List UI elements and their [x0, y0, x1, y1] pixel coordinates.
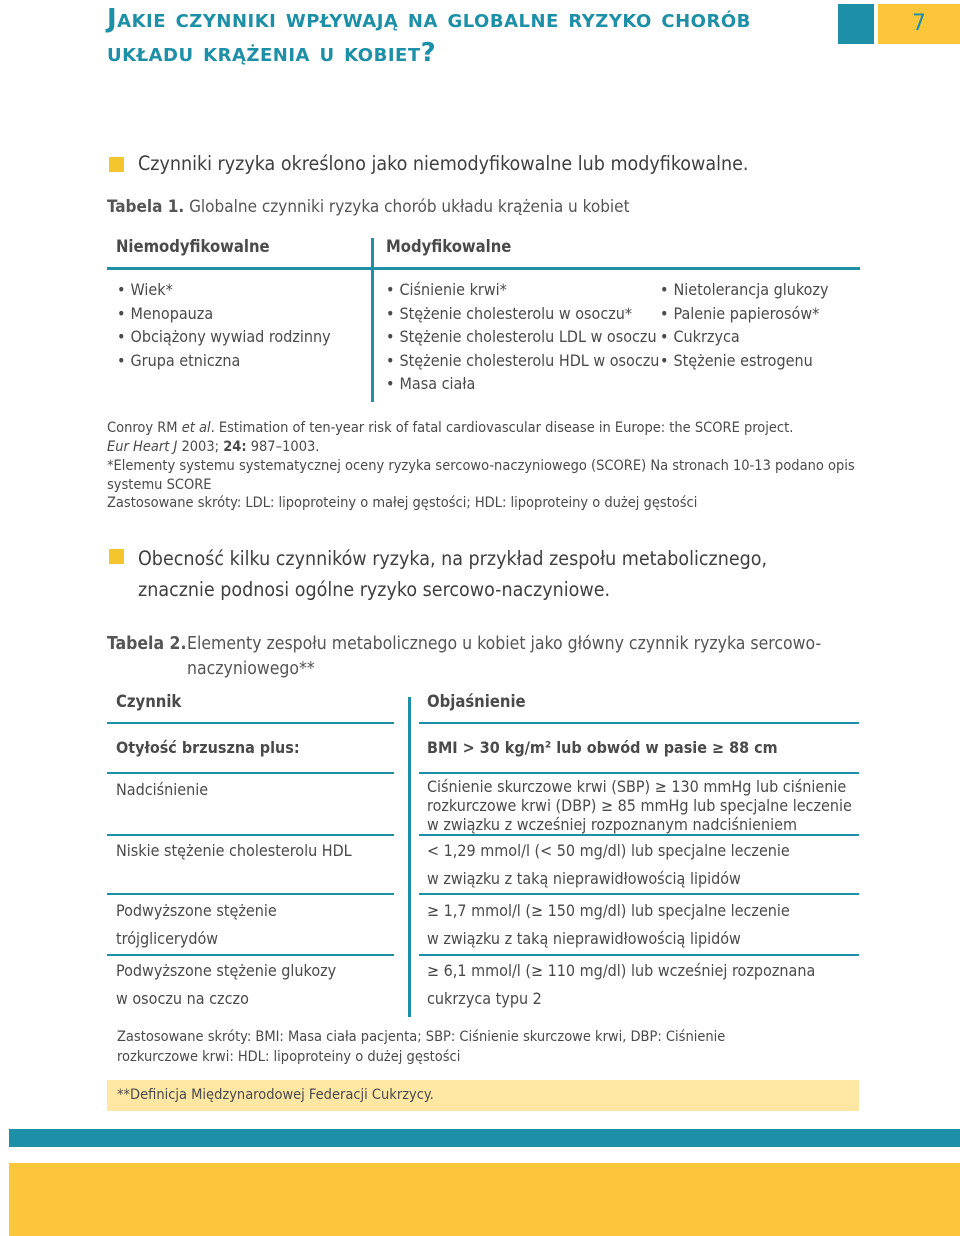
- table2-header-factor: Czynnik: [116, 692, 182, 711]
- table2-row4-factor-line: trójglicerydów: [116, 929, 219, 948]
- table2-caption-line-1: Elementy zespołu metabolicznego u kobiet jako główny czynnik ryzyka sercowo-: [187, 634, 822, 654]
- table2-row5-factor-line: Podwyższone stężenie glukozy: [116, 961, 337, 980]
- table2-rule: [107, 893, 394, 895]
- footnote-box: [107, 1080, 859, 1111]
- list-item: • Stężenie cholesterolu w osoczu*: [386, 302, 659, 326]
- table2-row5-explanation-line: ≥ 6,1 mmol/l (≥ 110 mg/dl) lub wcześniej rozpoznana: [427, 961, 816, 980]
- section2-lead: [138, 543, 767, 605]
- table2-rule: [419, 772, 859, 774]
- bullet-square-icon: [109, 549, 124, 564]
- table2-rule: [107, 954, 394, 956]
- table1-caption-text: Globalne czynniki ryzyka chorób układu krążenia u kobiet: [189, 197, 630, 217]
- list-item: • Stężenie estrogenu: [660, 349, 829, 373]
- table2-row5-explanation-line: cukrzyca typu 2: [427, 989, 542, 1008]
- table2-rule: [419, 893, 859, 895]
- list-item: • Stężenie cholesterolu HDL w osoczu: [386, 349, 659, 373]
- table1-nonmodifiable-list: [117, 278, 331, 372]
- table2-rule: [419, 834, 859, 836]
- list-item: • Masa ciała: [386, 372, 659, 396]
- page-title: [107, 2, 827, 70]
- table2-row2-explanation-line: w związku z wcześniej rozpoznanym nadciśnieniem: [427, 815, 797, 834]
- table2-row2-explanation: [427, 777, 852, 834]
- table2-caption-text: [187, 632, 821, 682]
- list-item: • Grupa etniczna: [117, 349, 331, 373]
- table2-rule: [107, 772, 394, 774]
- table2-caption-label: Tabela 2.: [107, 634, 187, 654]
- table2-rule: [107, 722, 394, 724]
- footer-teal-bar: [9, 1129, 960, 1147]
- table2-row4-explanation-line: ≥ 1,7 mmol/l (≥ 150 mg/dl) lub specjalne leczenie: [427, 901, 790, 920]
- table1-header-modifiable: Modyfikowalne: [386, 237, 512, 256]
- table2-row2-explanation-line: rozkurczowe krwi (DBP) ≥ 85 mmHg lub specjalne leczenie: [427, 796, 852, 815]
- reference-year: 2003;: [177, 439, 224, 455]
- footnote-text: **Definicja Międzynarodowej Federacji Cukrzycy.: [117, 1087, 434, 1103]
- table1-header-rule: [107, 267, 860, 270]
- reference-etal: et al: [181, 420, 211, 436]
- table2-rule: [419, 722, 859, 724]
- page-number: 7: [878, 4, 960, 44]
- table2-column-divider: [408, 697, 411, 1017]
- table2-header-explanation: Objaśnienie: [427, 692, 526, 711]
- table2-row3-explanation-line: w związku z taką nieprawidłowością lipidów: [427, 869, 741, 888]
- table2-row4-factor: [116, 897, 277, 953]
- table2-row3-factor: Niskie stężenie cholesterolu HDL: [116, 841, 352, 860]
- table2-caption-line-2: naczyniowego**: [187, 659, 315, 679]
- section1-lead: Czynniki ryzyka określono jako niemodyfikowalne lub modyfikowalne.: [138, 152, 749, 175]
- table1-column-divider: [371, 238, 374, 402]
- list-item: • Palenie papierosów*: [660, 302, 829, 326]
- table1-modifiable-list-a: [386, 278, 659, 396]
- list-item: • Menopauza: [117, 302, 331, 326]
- table2-row5-factor: [116, 957, 336, 1013]
- table1-header-nonmodifiable: Niemodyfikowalne: [116, 237, 270, 256]
- table2-row4-factor-line: Podwyższone stężenie: [116, 901, 277, 920]
- table2-row5-factor-line: w osoczu na czczo: [116, 989, 249, 1008]
- reference-journal: Eur Heart J: [107, 439, 178, 455]
- table1-abbreviations: Zastosowane skróty: LDL: lipoproteiny o małej gęstości; HDL: lipoproteiny o dużej gęstości: [107, 495, 698, 511]
- table1-modifiable-list-b: [660, 278, 829, 372]
- page-title-line-2: układu krążenia u kobiet?: [107, 38, 437, 68]
- table2-row2-factor: Nadciśnienie: [116, 780, 209, 799]
- table2-caption: [107, 632, 187, 657]
- page-title-line-1: Jakie czynniki wpływają na globalne ryzyko chorób: [107, 4, 751, 34]
- table2-row4-explanation: [427, 897, 790, 953]
- table1-reference: [107, 419, 867, 457]
- reference-volume: 24:: [223, 439, 247, 455]
- list-item: • Obciążony wywiad rodzinny: [117, 325, 331, 349]
- table2-abbreviations-line: rozkurczowe krwi: HDL: lipoproteiny o dużej gęstości: [117, 1049, 461, 1065]
- list-item: • Ciśnienie krwi*: [386, 278, 659, 302]
- bullet-square-icon: [109, 157, 124, 172]
- table1-score-note: *Elementy systemu systematycznej oceny ryzyka sercowo-naczyniowego (SCORE) Na stronach 10-13 podano opis systemu SCORE: [107, 458, 855, 493]
- table2-rule: [419, 954, 859, 956]
- table2-row5-explanation: [427, 957, 815, 1013]
- table2-row1-factor: Otyłość brzuszna plus:: [116, 738, 300, 757]
- reference-pages: 987–1003.: [246, 439, 320, 455]
- table2-rule: [107, 834, 394, 836]
- header-teal-block: [838, 4, 874, 44]
- table2-row1-explanation: BMI > 30 kg/m² lub obwód w pasie ≥ 88 cm: [427, 738, 778, 757]
- table1-caption-label: Tabela 1.: [107, 197, 185, 217]
- table2-row4-explanation-line: w związku z taką nieprawidłowością lipidów: [427, 929, 741, 948]
- reference-authors: Conroy RM: [107, 420, 182, 436]
- footer-yellow-bar: [9, 1163, 960, 1236]
- table1-caption: [107, 197, 630, 217]
- table2-abbreviations-line: Zastosowane skróty: BMI: Masa ciała pacjenta; SBP: Ciśnienie skurczowe krwi, DBP: Ciśnienie: [117, 1029, 726, 1045]
- list-item: • Nietolerancja glukozy: [660, 278, 829, 302]
- table2-abbreviations: [117, 1027, 725, 1067]
- table2-row3-explanation: [427, 837, 790, 893]
- table2-row3-explanation-line: < 1,29 mmol/l (< 50 mg/dl) lub specjalne leczenie: [427, 841, 790, 860]
- table2-row2-explanation-line: Ciśnienie skurczowe krwi (SBP) ≥ 130 mmHg lub ciśnienie: [427, 777, 847, 796]
- list-item: • Stężenie cholesterolu LDL w osoczu: [386, 325, 659, 349]
- list-item: • Wiek*: [117, 278, 331, 302]
- section2-lead-line-2: znacznie podnosi ogólne ryzyko sercowo-naczyniowe.: [138, 578, 611, 601]
- reference-title: . Estimation of ten-year risk of fatal cardiovascular disease in Europe: the SCORE project.: [210, 420, 794, 436]
- section2-lead-line-1: Obecność kilku czynników ryzyka, na przykład zespołu metabolicznego,: [138, 547, 768, 570]
- list-item: • Cukrzyca: [660, 325, 829, 349]
